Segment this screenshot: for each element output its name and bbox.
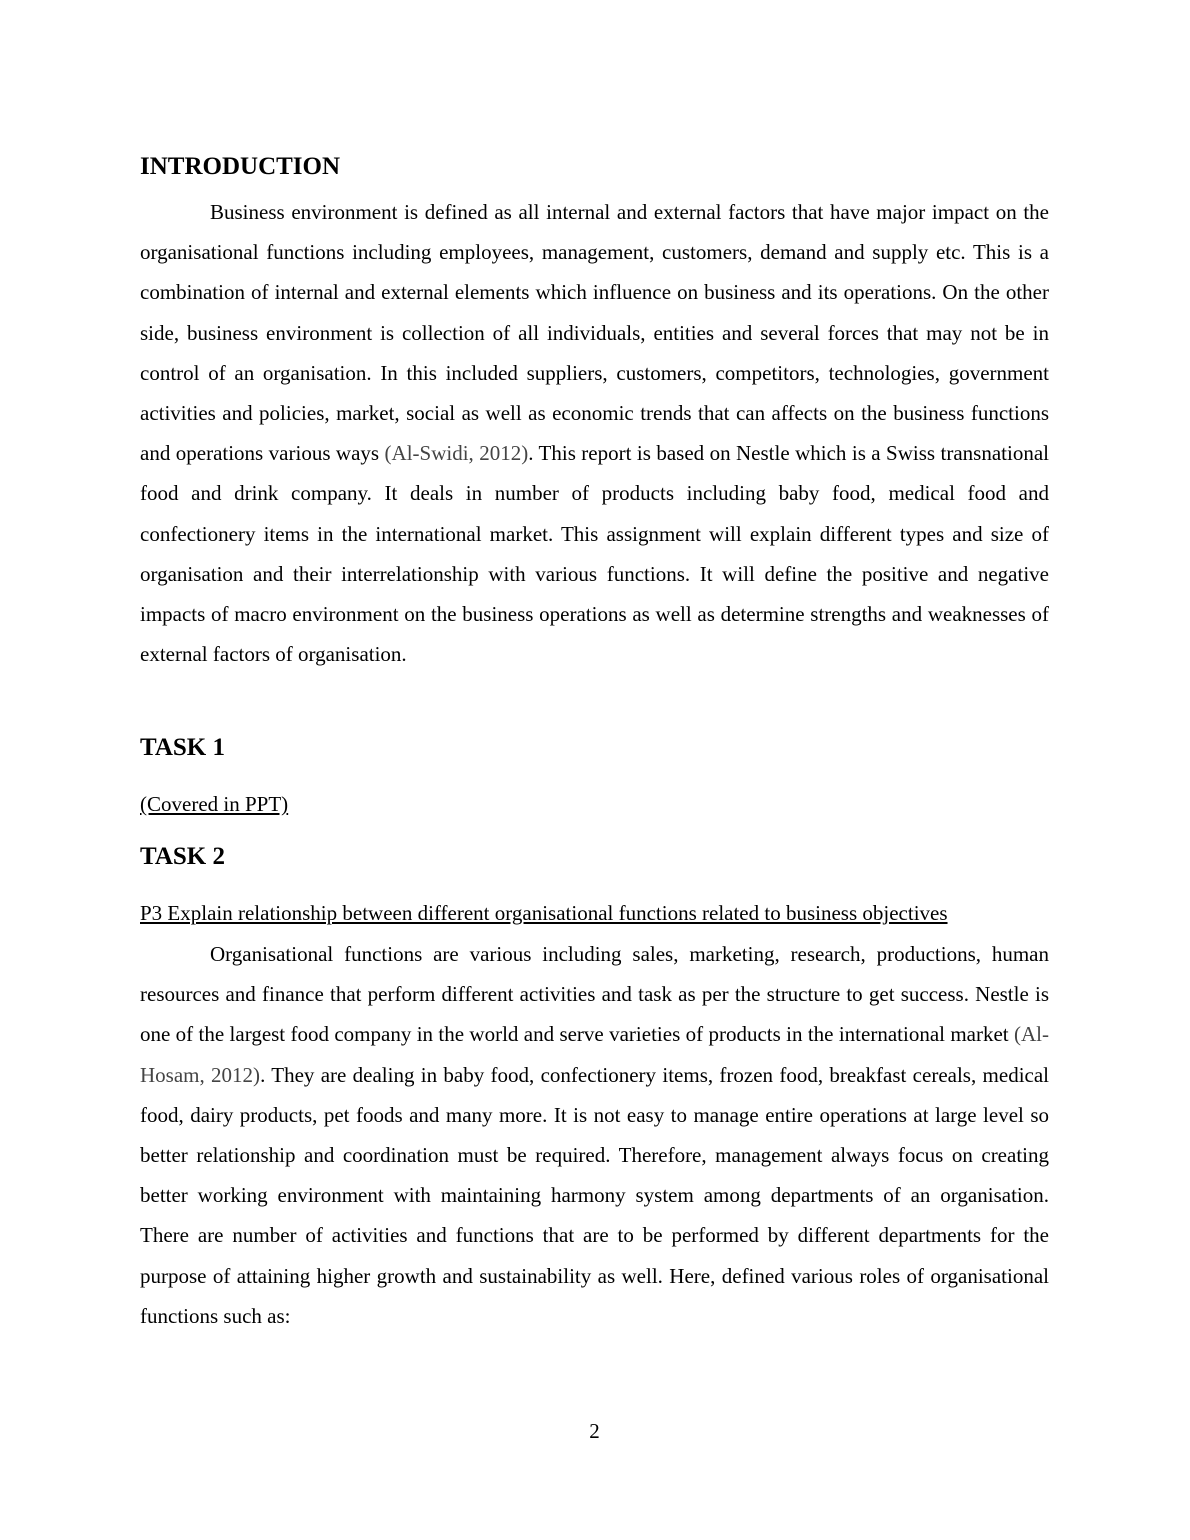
page-number: 2 xyxy=(589,1419,600,1443)
introduction-paragraph xyxy=(140,192,1049,674)
document-page xyxy=(140,0,1049,1540)
introduction-heading: INTRODUCTION xyxy=(140,153,341,180)
task1-covered-note: (Covered in PPT) xyxy=(140,792,289,816)
introduction-citation: (Al-Swidi, 2012) xyxy=(384,441,529,466)
p3-text-part-1: Organisational functions are various including sales, marketing, research, productions, human resources and finance that perform different activities and task as per the structure to get success. Nestle is one of the largest food company in the world and serve varieties of products in the international market xyxy=(140,942,1049,1047)
task2-heading: TASK 2 xyxy=(140,843,225,870)
introduction-text-part-2: . This report is based on Nestle which is a Swiss transnational food and drink company. It deals in number of products including baby food, medical food and confectionery items in the international market. This assignment will explain different types and size of organisation and their interrelationship with various functions. It will define the positive and negative impacts of macro environment on the business operations as well as determine strengths and weaknesses of external factors of organisation. xyxy=(140,441,1049,667)
p3-text-part-2: . They are dealing in baby food, confectionery items, frozen food, breakfast cereals, medical food, dairy products, pet foods and many more. It is not easy to manage entire operations at large level so better relationship and coordination must be required. Therefore, management always focus on creating better working environment with maintaining harmony system among departments of an organisation. There are number of activities and functions that are to be performed by different departments for the purpose of attaining higher growth and sustainability as well. Here, defined various roles of organisational functions such as: xyxy=(140,1062,1049,1328)
introduction-text-part-1: Business environment is defined as all internal and external factors that have major impact on the organisational functions including employees, management, customers, demand and supply etc. This is a combination of internal and external elements which influence on business and its operations. On the other side, business environment is collection of all individuals, entities and several forces that may not be in control of an organisation. In this included suppliers, customers, competitors, technologies, government activities and policies, market, social as well as economic trends that can affects on the business functions and operations various ways xyxy=(140,200,1049,466)
p3-citation: (Al-Hosam, 2012) xyxy=(140,1022,1049,1087)
task1-heading: TASK 1 xyxy=(140,734,225,761)
p3-paragraph xyxy=(140,934,1049,1336)
p3-subheading: P3 Explain relationship between different organisational functions related to business objectives xyxy=(140,901,948,925)
